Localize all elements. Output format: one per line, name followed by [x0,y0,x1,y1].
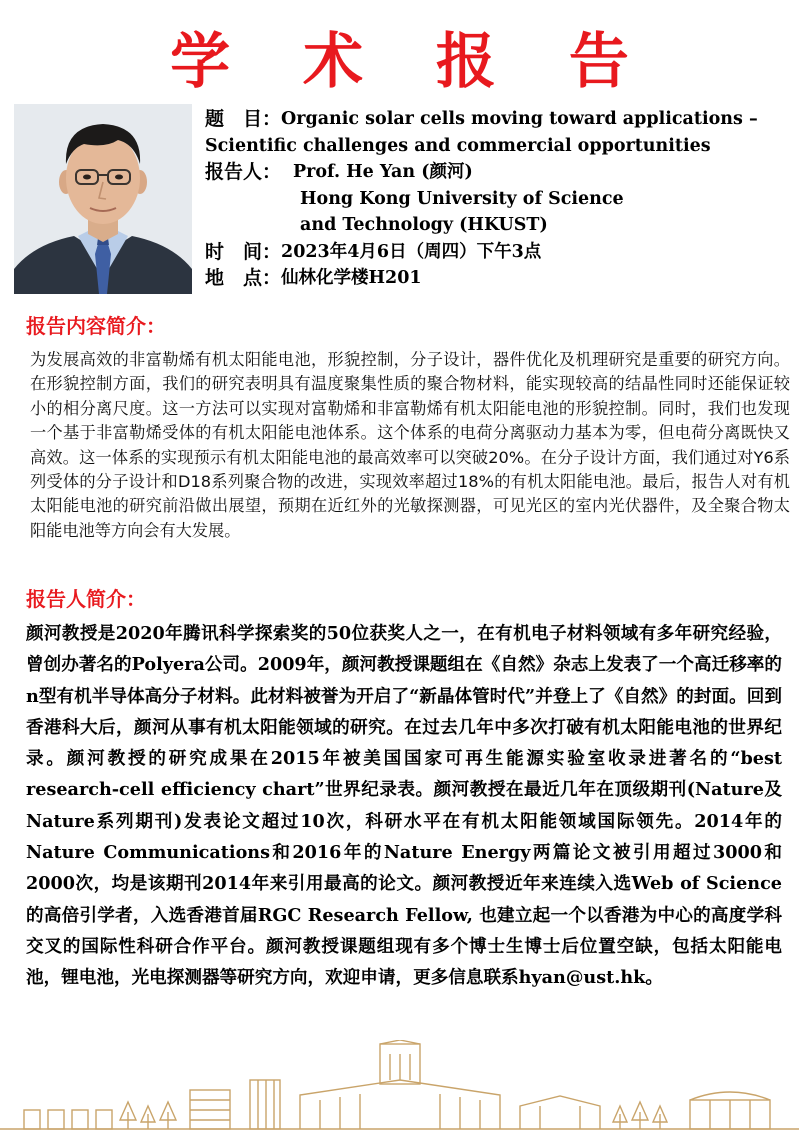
place-row [205,265,790,292]
bio-heading: 报告人简介： [26,587,146,611]
talk-info [205,106,790,292]
talk-title-line1: Organic solar cells moving toward applications – [281,109,758,129]
affiliation-row-1 [205,186,790,213]
speaker-portrait-illustration [14,104,192,294]
time-row [205,239,790,266]
skyline-illustration [0,1040,799,1131]
time-value: 2023年4月6日（周四）下午3点 [281,241,542,262]
place-label: 地 点： [205,267,282,289]
page-title: 学 术 报 告 [170,27,655,97]
talk-title-row [205,106,790,133]
abstract-text: 为发展高效的非富勒烯有机太阳能电池，形貌控制，分子设计，器件优化及机理研究是重要的研究方向。在形貌控制方面，我们的研究表明具有温度聚集性质的聚合物材料，能实现较高的结晶性同时还能保证较小的相分离尺度。这一方法可以实现对富勒烯和非富勒烯有机太阳能电池的形貌控制。同时，我们也发现一个基于非富勒烯受体的有机太阳能电池体系。这个体系的电荷分离驱动力基本为零，但电荷分离既快又高效。这一体系的实现预示有机太阳能电池的最高效率可以突破20%。在分子设计方面，我们通过对Y6系列受体的分子设计和D18系列聚合物的改进，实现效率超过18%的有机太阳能电池。最后，报告人对有机太阳能电池的研究前沿做出展望，预期在近红外的光敏探测器，可见光区的室内光伏器件，及全聚合物太阳能电池等方向会有大发展。 [30,350,790,540]
speaker-name: Prof. He Yan (颜河) [293,162,473,182]
talk-title-row-2 [205,133,790,160]
bio-text: 颜河教授是2020年腾讯科学探索奖的50位获奖人之一，在有机电子材料领域有多年研究经验，曾创办著名的Polyera公司。2009年，颜河教授课题组在《自然》杂志上发表了一个高迁移率的n型有机半导体高分子材料。此材料被誉为开启了“新晶体管时代”并登上了《自然》的封面。回到香港科大后，颜河从事有机太阳能领域的研究。在过去几年中多次打破有机太阳能电池的世界纪录。颜河教授的研究成果在2015年被美国国家可再生能源实验室收录进著名的“best research-cell efficiency chart”世界纪录表。颜河教授在最近几年在顶级期刊(Nature及Nature系列期刊)发表论文超过10次，科研水平在有机太阳能领域国际领先。2014年的Nature Communications和2016年的Nature Energy两篇论文被引用超过3000和2000次，均是该期刊2014年来引用最高的论文。颜河教授近年来连续入选Web of Science的高倍引学者，入选香港首届RGC Research Fellow, 也建立起一个以香港为中心的高度学科交叉的国际性科研合作平台。颜河教授课题组现有多个博士生博士后位置空缺，包括太阳能电池，锂电池，光电探测器等研究方向，欢迎申请，更多信息联系hyan@ust.hk。 [26,623,782,989]
talk-title-label: 题 目： [205,108,282,130]
affiliation-line2: and Technology (HKUST) [300,215,548,235]
speaker-photo [14,104,192,294]
affiliation-row-2 [205,212,790,239]
affiliation-line1: Hong Kong University of Science [300,188,624,209]
time-label: 时 间： [205,240,282,263]
campus-skyline-decoration [0,1040,799,1131]
speaker-label: 报告人： [205,161,282,183]
abstract-heading: 报告内容简介： [26,314,166,338]
talk-title-line2: Scientific challenges and commercial opportunities [205,135,711,156]
speaker-row [205,159,790,186]
place-value: 仙林化学楼H201 [281,268,422,288]
